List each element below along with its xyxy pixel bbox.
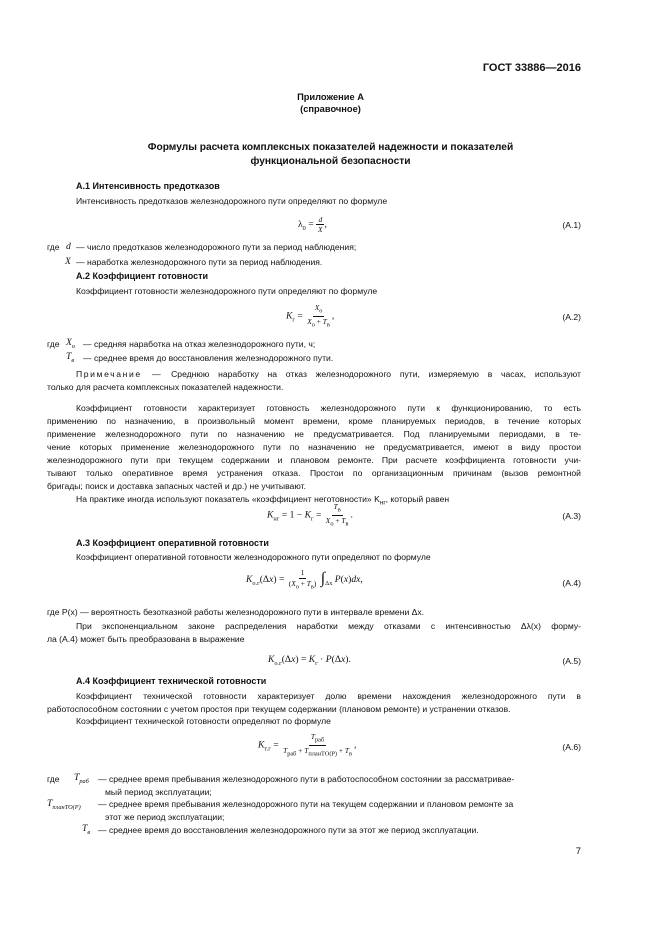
paragraph-line: тывают только оперативное время устранения отказа. Простои по организационным причинам (вызов ремонтной	[47, 468, 581, 478]
standard-number: ГОСТ 33886—2016	[482, 62, 581, 74]
paragraph-line: применению по назначению, в произвольный момент времени, кроме планируемых периодов, в течение которых	[47, 416, 581, 426]
definition-symbol: $T_в$	[82, 823, 91, 836]
paragraph-line: ла (А.4) может быть преобразована в выражение	[47, 634, 245, 644]
equation-number: (А.1)	[562, 220, 581, 230]
formula-a6: $K_{т.г}$ = $\frac{T_{раб}}{T_{раб} + T_{планТО(Р)} + T_в}$ ,	[258, 732, 357, 758]
definition-text: где P(x) — вероятность безотказной работы железнодорожного пути в интервале времени Δx.	[47, 607, 425, 617]
equation-number: (А.6)	[562, 742, 581, 752]
formula-a1: $\lambda_0$ = $\frac{d}{X}$ ,	[298, 215, 327, 235]
section-heading-a2: А.2 Коэффициент готовности	[76, 271, 209, 281]
section-heading-a4: А.4 Коэффициент технической готовности	[76, 676, 267, 686]
paragraph: Коэффициент оперативной готовности железнодорожного пути определяют по формуле	[76, 552, 431, 562]
paragraph-line: бригады; поиск и доставка запасных частей и др.) не учитывают.	[47, 481, 306, 491]
definition-text: — число предотказов железнодорожного пути за период наблюдения;	[76, 242, 357, 252]
appendix-title: Приложение А	[297, 92, 364, 102]
definition-text: — среднее время пребывания железнодорожного пути на текущем содержании и плановом ремонте за	[98, 799, 514, 809]
formula-a2: $K_г$ = $\frac{X_о}{X_о + T_в}$ ,	[286, 303, 335, 329]
definition-prefix: где	[47, 339, 60, 349]
definition-text: — среднее время до восстановления железнодорожного пути.	[83, 353, 334, 363]
definition-prefix: где	[47, 774, 60, 784]
section-heading-a1: А.1 Интенсивность предотказов	[76, 181, 220, 191]
definition-text: — средняя наработка на отказ железнодорожного пути, ч;	[83, 339, 316, 349]
paragraph-line: работоспособном состоянии с учетом простоя при текущем содержании (плановом ремонте) и устранении отказов.	[47, 704, 511, 714]
definition-symbol: X	[65, 256, 71, 267]
note-label: Примечание —	[76, 369, 163, 379]
document-title	[0, 141, 661, 169]
document-title-line: Формулы расчета комплексных показателей надежности и показателей	[147, 142, 514, 153]
definition-text: этот же период эксплуатации;	[105, 812, 225, 822]
definition-symbol: $T_{планТО(Р)}$	[47, 798, 81, 811]
formula-a3: $K_{нг} = 1 - K_г$ = $\frac{T_в}{X_о + T_в}$ .	[267, 502, 353, 528]
equation-number: (А.5)	[562, 656, 581, 666]
paragraph: Коэффициент готовности железнодорожного пути определяют по формуле	[76, 286, 378, 296]
formula-a4: $K_{о.г}(\Delta x)$ = $\frac{1}{(X_о + T_в)}$ $\int_{\Delta x}$ P(x)dx,	[246, 568, 363, 591]
definition-text: мый период эксплуатации;	[105, 787, 212, 797]
formula-a5: $K_{о.г}(\Delta x) = K_г \cdot P(\Delta x)$.	[268, 654, 351, 667]
paragraph-line: Коэффициент технической готовности характеризует долю времени нахождения железнодорожного пути в	[76, 691, 581, 701]
definition-text: — среднее время до восстановления железнодорожного пути за этот же период эксплуатации.	[98, 825, 479, 835]
definition-text: — среднее время пребывания железнодорожного пути в работоспособном состоянии за рассматривае-	[98, 774, 515, 784]
page-number: 7	[575, 846, 581, 857]
definition-symbol: $X_о$	[66, 337, 76, 350]
paragraph-line: Коэффициент готовности характеризует готовность железнодорожного пути к функционированию, то есть	[76, 403, 581, 413]
equation-number: (А.2)	[562, 312, 581, 322]
paragraph-line: чение которых применение железнодорожного пути по назначению не предусматривается, имеют в виду простои	[47, 442, 581, 452]
note: Примечание — Среднюю наработку на отказ железнодорожного пути, измеряемую в часах, используют	[47, 368, 581, 382]
document-title-line: функциональной безопасности	[250, 156, 411, 167]
definition-symbol: d	[66, 241, 71, 252]
note-line: только для расчета комплексных показателей надежности.	[47, 382, 284, 392]
paragraph: Интенсивность предотказов железнодорожного пути определяют по формуле	[76, 196, 388, 206]
equation-number: (А.3)	[562, 511, 581, 521]
paragraph-line: железнодорожного пути при текущем содержании и плановом ремонте. При расчете коэффициента готовности учи-	[47, 455, 581, 465]
paragraph-line: применение железнодорожного пути по назначению не предусматривается. Под планируемыми периодами, в те-	[47, 429, 581, 439]
definition-prefix: где	[47, 242, 60, 252]
equation-number: (А.4)	[562, 578, 581, 588]
appendix-subtitle: (справочное)	[300, 104, 361, 114]
definition-symbol: $T_в$	[66, 351, 75, 364]
section-heading-a3: А.3 Коэффициент оперативной готовности	[76, 538, 269, 548]
paragraph: На практике иногда используют показатель «коэффициент неготовности» $K_{нг}$, который равен	[76, 494, 450, 507]
definition-symbol: $T_{раб}$	[74, 772, 89, 785]
definition-text: — наработка железнодорожного пути за период наблюдения.	[76, 257, 323, 267]
paragraph-line: При экспоненциальном законе распределения наработки между отказами с интенсивностью Δλ(x) форму-	[76, 621, 581, 631]
paragraph: Коэффициент технической готовности определяют по формуле	[76, 716, 331, 726]
